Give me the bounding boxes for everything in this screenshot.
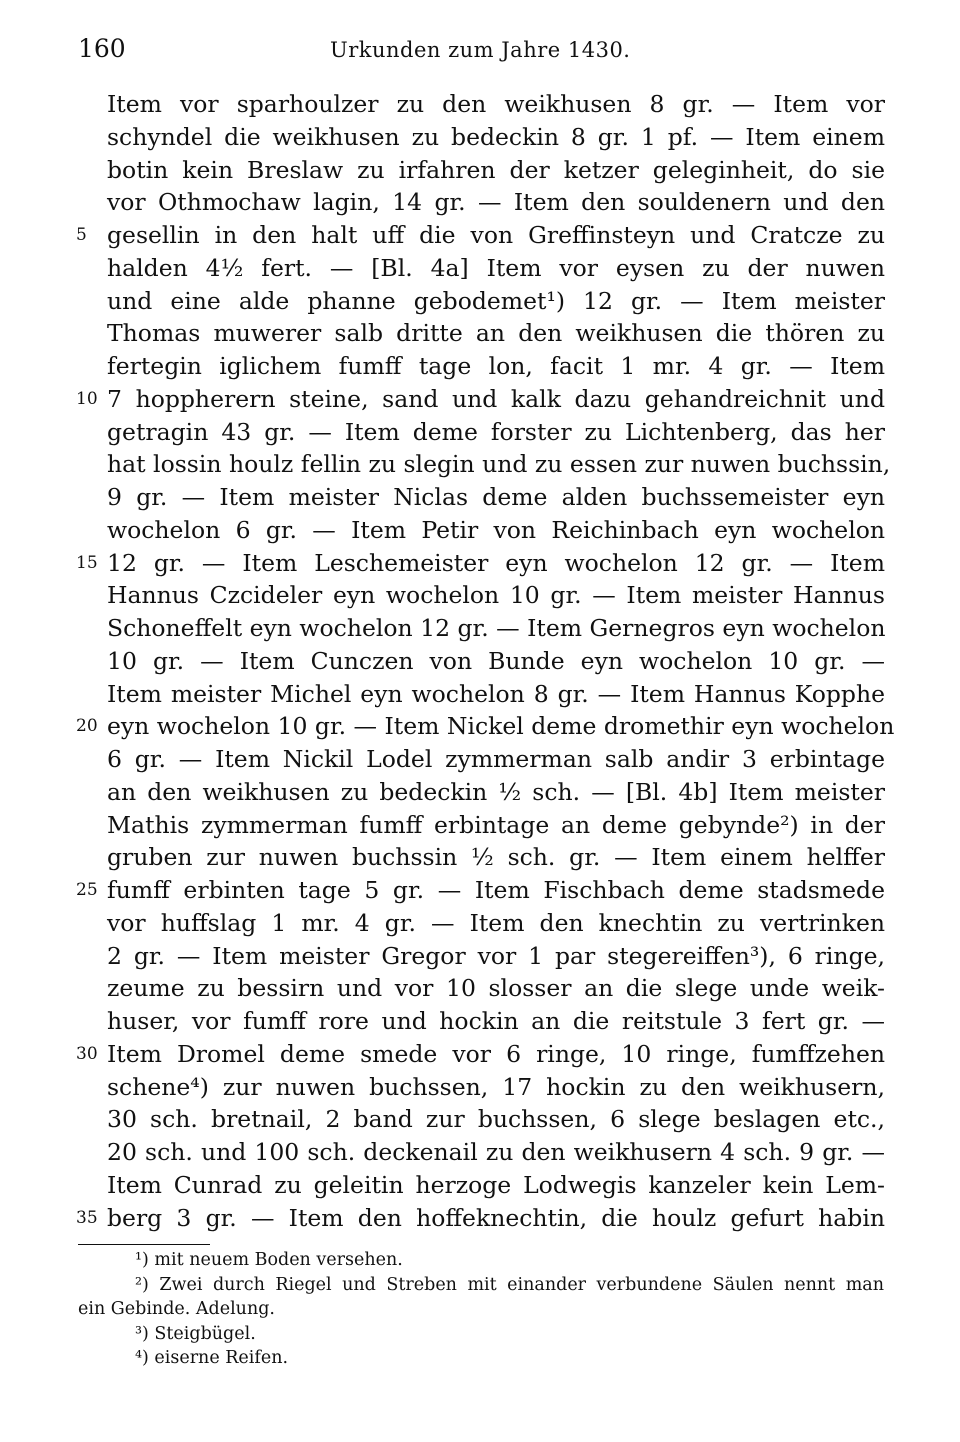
- line-text: vor Othmochaw lagin, 14 gr. — Item den souldenern und den: [107, 188, 885, 217]
- line-text: an den weikhusen zu bedeckin ½ sch. — [Bl. 4b] Item meister: [107, 777, 885, 806]
- line-text: 10 gr. — Item Cunczen von Bunde eyn wochelon 10 gr. —: [107, 646, 885, 675]
- line-number: 30: [76, 1043, 98, 1064]
- line-text: hat lossin houlz fellin zu slegin und zu essen zur nuwen buchssin,: [107, 450, 891, 479]
- text-line: [107, 481, 885, 514]
- footnote: ²) Zwei durch Riegel und Streben mit einander verbundene Säulen nennt man: [135, 1274, 884, 1295]
- line-text: gruben zur nuwen buchssin ½ sch. gr. — Item einem helffer: [107, 843, 885, 872]
- line-text: fertegin iglichem fumff tage lon, facit 1 mr. 4 gr. — Item: [107, 352, 885, 380]
- line-text: 12 gr. — Item Leschemeister eyn wochelon 12 gr. — Item: [107, 548, 885, 577]
- text-line: [107, 154, 885, 187]
- line-number: 5: [76, 225, 87, 245]
- line-text: Schoneffelt eyn wochelon 12 gr. — Item Gernegros eyn wochelon: [107, 614, 886, 642]
- text-line: [107, 907, 885, 940]
- footnote: ⁴) eiserne Reifen.: [135, 1348, 289, 1368]
- text-line: [76, 874, 885, 907]
- line-number: 10: [76, 388, 98, 409]
- line-number: 25: [76, 880, 98, 900]
- page-number: 160: [78, 34, 126, 63]
- line-text: und eine alde phanne gebodemet¹) 12 gr. — Item meister: [107, 286, 885, 315]
- footnotes: [78, 1248, 884, 1371]
- text-line: [107, 1071, 885, 1104]
- line-text: 9 gr. — Item meister Niclas deme alden buchssemeister eyn: [107, 483, 885, 511]
- line-text: 30 sch. bretnail, 2 band zur buchssen, 6 slege beslagen etc.,: [107, 1105, 885, 1134]
- text-line: [76, 710, 895, 743]
- text-line: [76, 1038, 885, 1071]
- text-line: [107, 1169, 885, 1202]
- text-line: [107, 776, 885, 809]
- line-text: botin kein Breslaw zu irfahren der ketzer geleginheit, do sie: [107, 155, 885, 184]
- line-text: fumff erbinten tage 5 gr. — Item Fischbach deme stadsmede: [107, 876, 885, 904]
- footnote: ³) Steigbügel.: [135, 1323, 256, 1344]
- line-text: Mathis zymmerman fumff erbintage an deme gebynde²) in der: [107, 810, 885, 839]
- footnote: ¹) mit neuem Boden versehen.: [135, 1250, 403, 1270]
- text-line: [107, 1103, 885, 1136]
- line-text: Item Cunrad zu geleitin herzoge Lodwegis kanzeler kein Lem-: [107, 1170, 885, 1199]
- text-line: [107, 809, 885, 842]
- text-line: [107, 678, 885, 711]
- text-line: [107, 317, 885, 350]
- line-number: 20: [76, 716, 98, 737]
- text-line: [107, 972, 885, 1005]
- text-line: [107, 940, 885, 973]
- text-line: [107, 121, 885, 154]
- line-text: gesellin in den halt uff die von Greffinsteyn und Cratcze zu: [107, 221, 885, 249]
- text-line: [107, 579, 885, 612]
- text-line: [107, 416, 885, 449]
- text-line: [107, 350, 885, 383]
- text-line: [107, 285, 885, 318]
- line-text: getragin 43 gr. — Item deme forster zu Lichtenberg, das her: [107, 417, 885, 446]
- line-text: Hannus Czcideler eyn wochelon 10 gr. — Item meister Hannus: [107, 581, 885, 610]
- line-text: Item meister Michel eyn wochelon 8 gr. — Item Hannus Kopphe: [107, 679, 885, 708]
- line-text: Item vor sparhoulzer zu den weikhusen 8 gr. — Item vor: [107, 90, 885, 118]
- line-text: 20 sch. und 100 sch. deckenail zu den weikhusern 4 sch. 9 gr. —: [107, 1138, 885, 1166]
- text-line: [107, 88, 885, 121]
- line-text: berg 3 gr. — Item den hoffeknechtin, die houlz gefurt habin: [107, 1203, 885, 1232]
- line-text: vor huffslag 1 mr. 4 gr. — Item den knechtin zu vertrinken: [107, 908, 885, 937]
- text-line: [107, 743, 885, 776]
- text-line: [107, 1136, 885, 1169]
- line-text: Thomas muwerer salb dritte an den weikhusen die thören zu: [107, 319, 885, 348]
- line-text: 7 hoppherern steine, sand und kalk dazu gehandreichnit und: [107, 384, 885, 413]
- line-text: halden 4½ fert. — [Bl. 4a] Item vor eysen zu der nuwen: [107, 253, 885, 282]
- text-line: [107, 645, 885, 678]
- line-text: huser, vor fumff rore und hockin an die reitstule 3 fert gr. —: [107, 1007, 885, 1035]
- line-text: 2 gr. — Item meister Gregor vor 1 par stegereiffen³), 6 ringe,: [107, 941, 885, 970]
- line-text: zeume zu bessirn und vor 10 slosser an die slege unde weik-: [107, 974, 885, 1003]
- text-line: [76, 1202, 885, 1235]
- text-line: [107, 186, 885, 219]
- footnote: ein Gebinde. Adelung.: [78, 1299, 275, 1319]
- line-text: schyndel die weikhusen zu bedeckin 8 gr. 1 pf. — Item einem: [107, 122, 885, 151]
- line-number: 15: [76, 552, 98, 573]
- line-text: 6 gr. — Item Nickil Lodel zymmerman salb andir 3 erbintage: [107, 745, 885, 773]
- running-head: Urkunden zum Jahre 1430.: [330, 38, 631, 62]
- line-text: schene⁴) zur nuwen buchssen, 17 hockin zu den weikhusern,: [107, 1072, 885, 1101]
- text-line: [107, 514, 885, 547]
- line-number: 35: [76, 1207, 98, 1228]
- text-line: [76, 547, 885, 580]
- footnote-rule: [78, 1244, 210, 1245]
- text-line: [107, 448, 891, 481]
- line-text: wochelon 6 gr. — Item Petir von Reichinbach eyn wochelon: [107, 515, 885, 544]
- text-line: [107, 612, 885, 645]
- body-text: [76, 88, 895, 1234]
- line-text: eyn wochelon 10 gr. — Item Nickel deme dromethir eyn wochelon: [107, 712, 895, 741]
- text-line: [76, 219, 885, 252]
- text-line: [107, 1005, 885, 1038]
- text-line: [76, 383, 885, 416]
- text-line: [107, 841, 885, 874]
- line-text: Item Dromel deme smede vor 6 ringe, 10 ringe, fumffzehen: [107, 1039, 885, 1068]
- text-line: [107, 252, 885, 285]
